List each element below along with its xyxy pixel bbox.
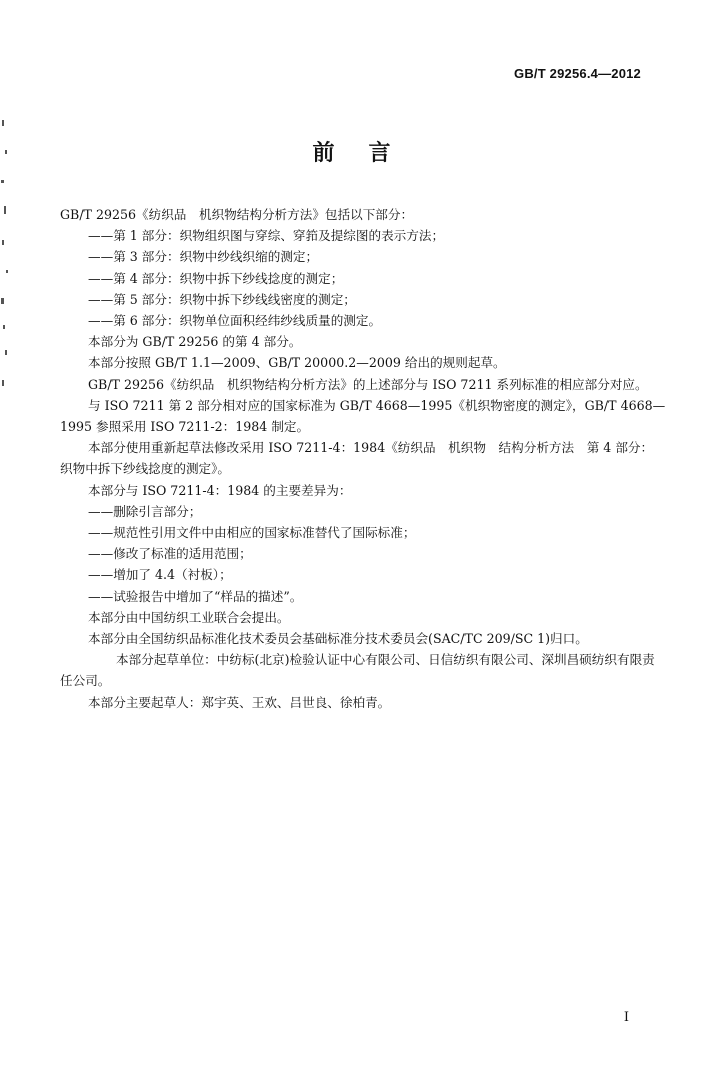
paragraph-iso-part2-line2: 1995 参照采用 ISO 7211-2：1984 制定。 xyxy=(60,419,310,435)
list-item-difference-4: ——增加了 4.4（衬板）； xyxy=(88,567,232,583)
list-item-difference-1: ——删除引言部分； xyxy=(88,503,202,519)
paragraph-redraft-line2: 织物中拆下纱线捻度的测定》。 xyxy=(60,461,231,477)
paragraph-proposed-by: 本部分由中国纺织工业联合会提出。 xyxy=(88,609,290,625)
paragraph-iso-correspondence: GB/T 29256《纺织品 机织物结构分析方法》的上述部分与 ISO 7211 系列标准的相应部分对应。 xyxy=(88,376,648,392)
paragraph-centralized-by: 本部分由全国纺织品标准化技术委员会基础标准分技术委员会(SAC/TC 209/SC 1)归口。 xyxy=(88,631,588,647)
list-item-part-5: ——第 5 部分：织物中拆下纱线线密度的测定； xyxy=(88,291,356,307)
list-item-difference-3: ——修改了标准的适用范围； xyxy=(88,546,252,562)
paragraph-drafting-units-line2: 任公司。 xyxy=(60,673,111,689)
standard-code: GB/T 29256.4—2012 xyxy=(514,66,641,81)
paragraph-iso-part2-line1: 与 ISO 7211 第 2 部分相对应的国家标准为 GB/T 4668—1995《机织物密度的测定》，GB/T 4668— xyxy=(88,397,666,413)
list-item-part-6: ——第 6 部分：织物单位面积经纬纱线质量的测定。 xyxy=(88,313,382,329)
page-title: 前言 xyxy=(312,141,425,166)
paragraph-drafting-units-line1: 本部分起草单位：中纺标(北京)检验认证中心有限公司、日信纺织有限公司、深圳昌硕纺织有限责 xyxy=(116,652,655,668)
list-item-part-3: ——第 3 部分：织物中纱线织缩的测定； xyxy=(88,249,319,265)
page-number: I xyxy=(623,1010,629,1025)
list-item-part-4: ——第 4 部分：织物中拆下纱线捻度的测定； xyxy=(88,270,344,286)
list-item-difference-2: ——规范性引用文件中由相应的国家标准替代了国际标准； xyxy=(88,525,416,541)
list-item-part-1: ——第 1 部分：织物组织图与穿综、穿筘及提综图的表示方法； xyxy=(88,228,445,244)
paragraph-drafters: 本部分主要起草人：郑宇英、王欢、吕世良、徐柏青。 xyxy=(88,694,391,710)
paragraph-part-statement: 本部分为 GB/T 29256 的第 4 部分。 xyxy=(88,334,302,350)
paragraph-differences: 本部分与 ISO 7211-4：1984 的主要差异为： xyxy=(88,482,352,498)
document-body xyxy=(60,204,668,713)
paragraph-intro: GB/T 29256《纺织品 机织物结构分析方法》包括以下部分： xyxy=(60,207,414,222)
list-item-difference-5: ——试验报告中增加了“样品的描述”。 xyxy=(88,588,303,604)
paragraph-drafting-rules: 本部分按照 GB/T 1.1—2009、GB/T 20000.2—2009 给出的规则起草。 xyxy=(88,355,506,371)
paragraph-redraft-line1: 本部分使用重新起草法修改采用 ISO 7211-4：1984《纺织品 机织物 结构分析方法 第 4 部分： xyxy=(88,440,654,456)
